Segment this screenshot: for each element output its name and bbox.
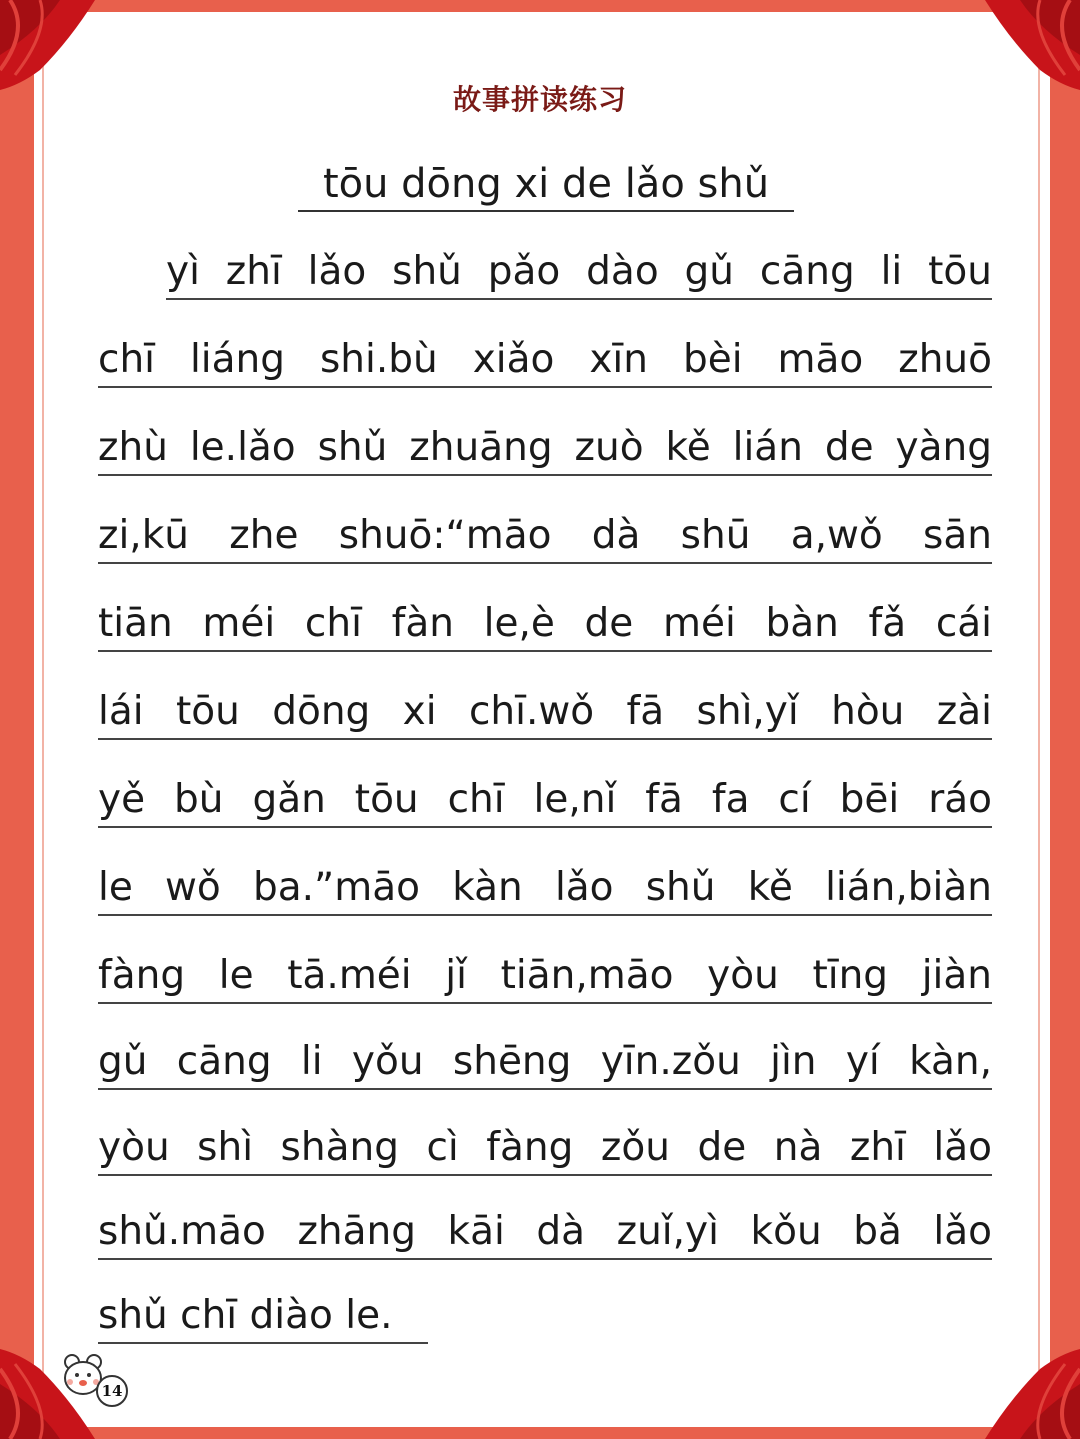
story-line-12: shǔ.māo zhāng kāi dà zuǐ,yì kǒu bǎ lǎo (98, 1206, 992, 1260)
story-line-10: gǔ cāng li yǒu shēng yīn.zǒu jìn yí kàn, (98, 1036, 992, 1090)
story-line-1: yì zhī lǎo shǔ pǎo dào gǔ cāng li tōu (166, 246, 992, 300)
story-line-11: yòu shì shàng cì fàng zǒu de nà zhī lǎo (98, 1122, 992, 1176)
story-line-3: zhù le.lǎo shǔ zhuāng zuò kě lián de yàng (98, 422, 992, 476)
story-line-6: lái tōu dōng xi chī.wǒ fā shì,yǐ hòu zài (98, 686, 992, 740)
story-line-7: yě bù gǎn tōu chī le,nǐ fā fa cí bēi ráo (98, 774, 992, 828)
curtain-corner-bottom-right-icon (960, 1319, 1080, 1439)
story-line-5: tiān méi chī fàn le,è de méi bàn fǎ cái (98, 598, 992, 652)
page-title: 故事拼读练习 (452, 83, 627, 116)
story-line-8: le wǒ ba.”māo kàn lǎo shǔ kě lián,biàn (98, 862, 992, 916)
story-title: tōu dōng xi de lǎo shǔ (298, 160, 794, 212)
story-line-4: zi,kū zhe shuō:“māo dà shū a,wǒ sān (98, 510, 992, 564)
story-line-13: shǔ chī diào le. (98, 1290, 428, 1344)
story-line-2: chī liáng shi.bù xiǎo xīn bèi māo zhuō (98, 334, 992, 388)
story-line-9: fàng le tā.méi jǐ tiān,māo yòu tīng jiàn (98, 950, 992, 1004)
page-number: 14 (96, 1375, 128, 1407)
